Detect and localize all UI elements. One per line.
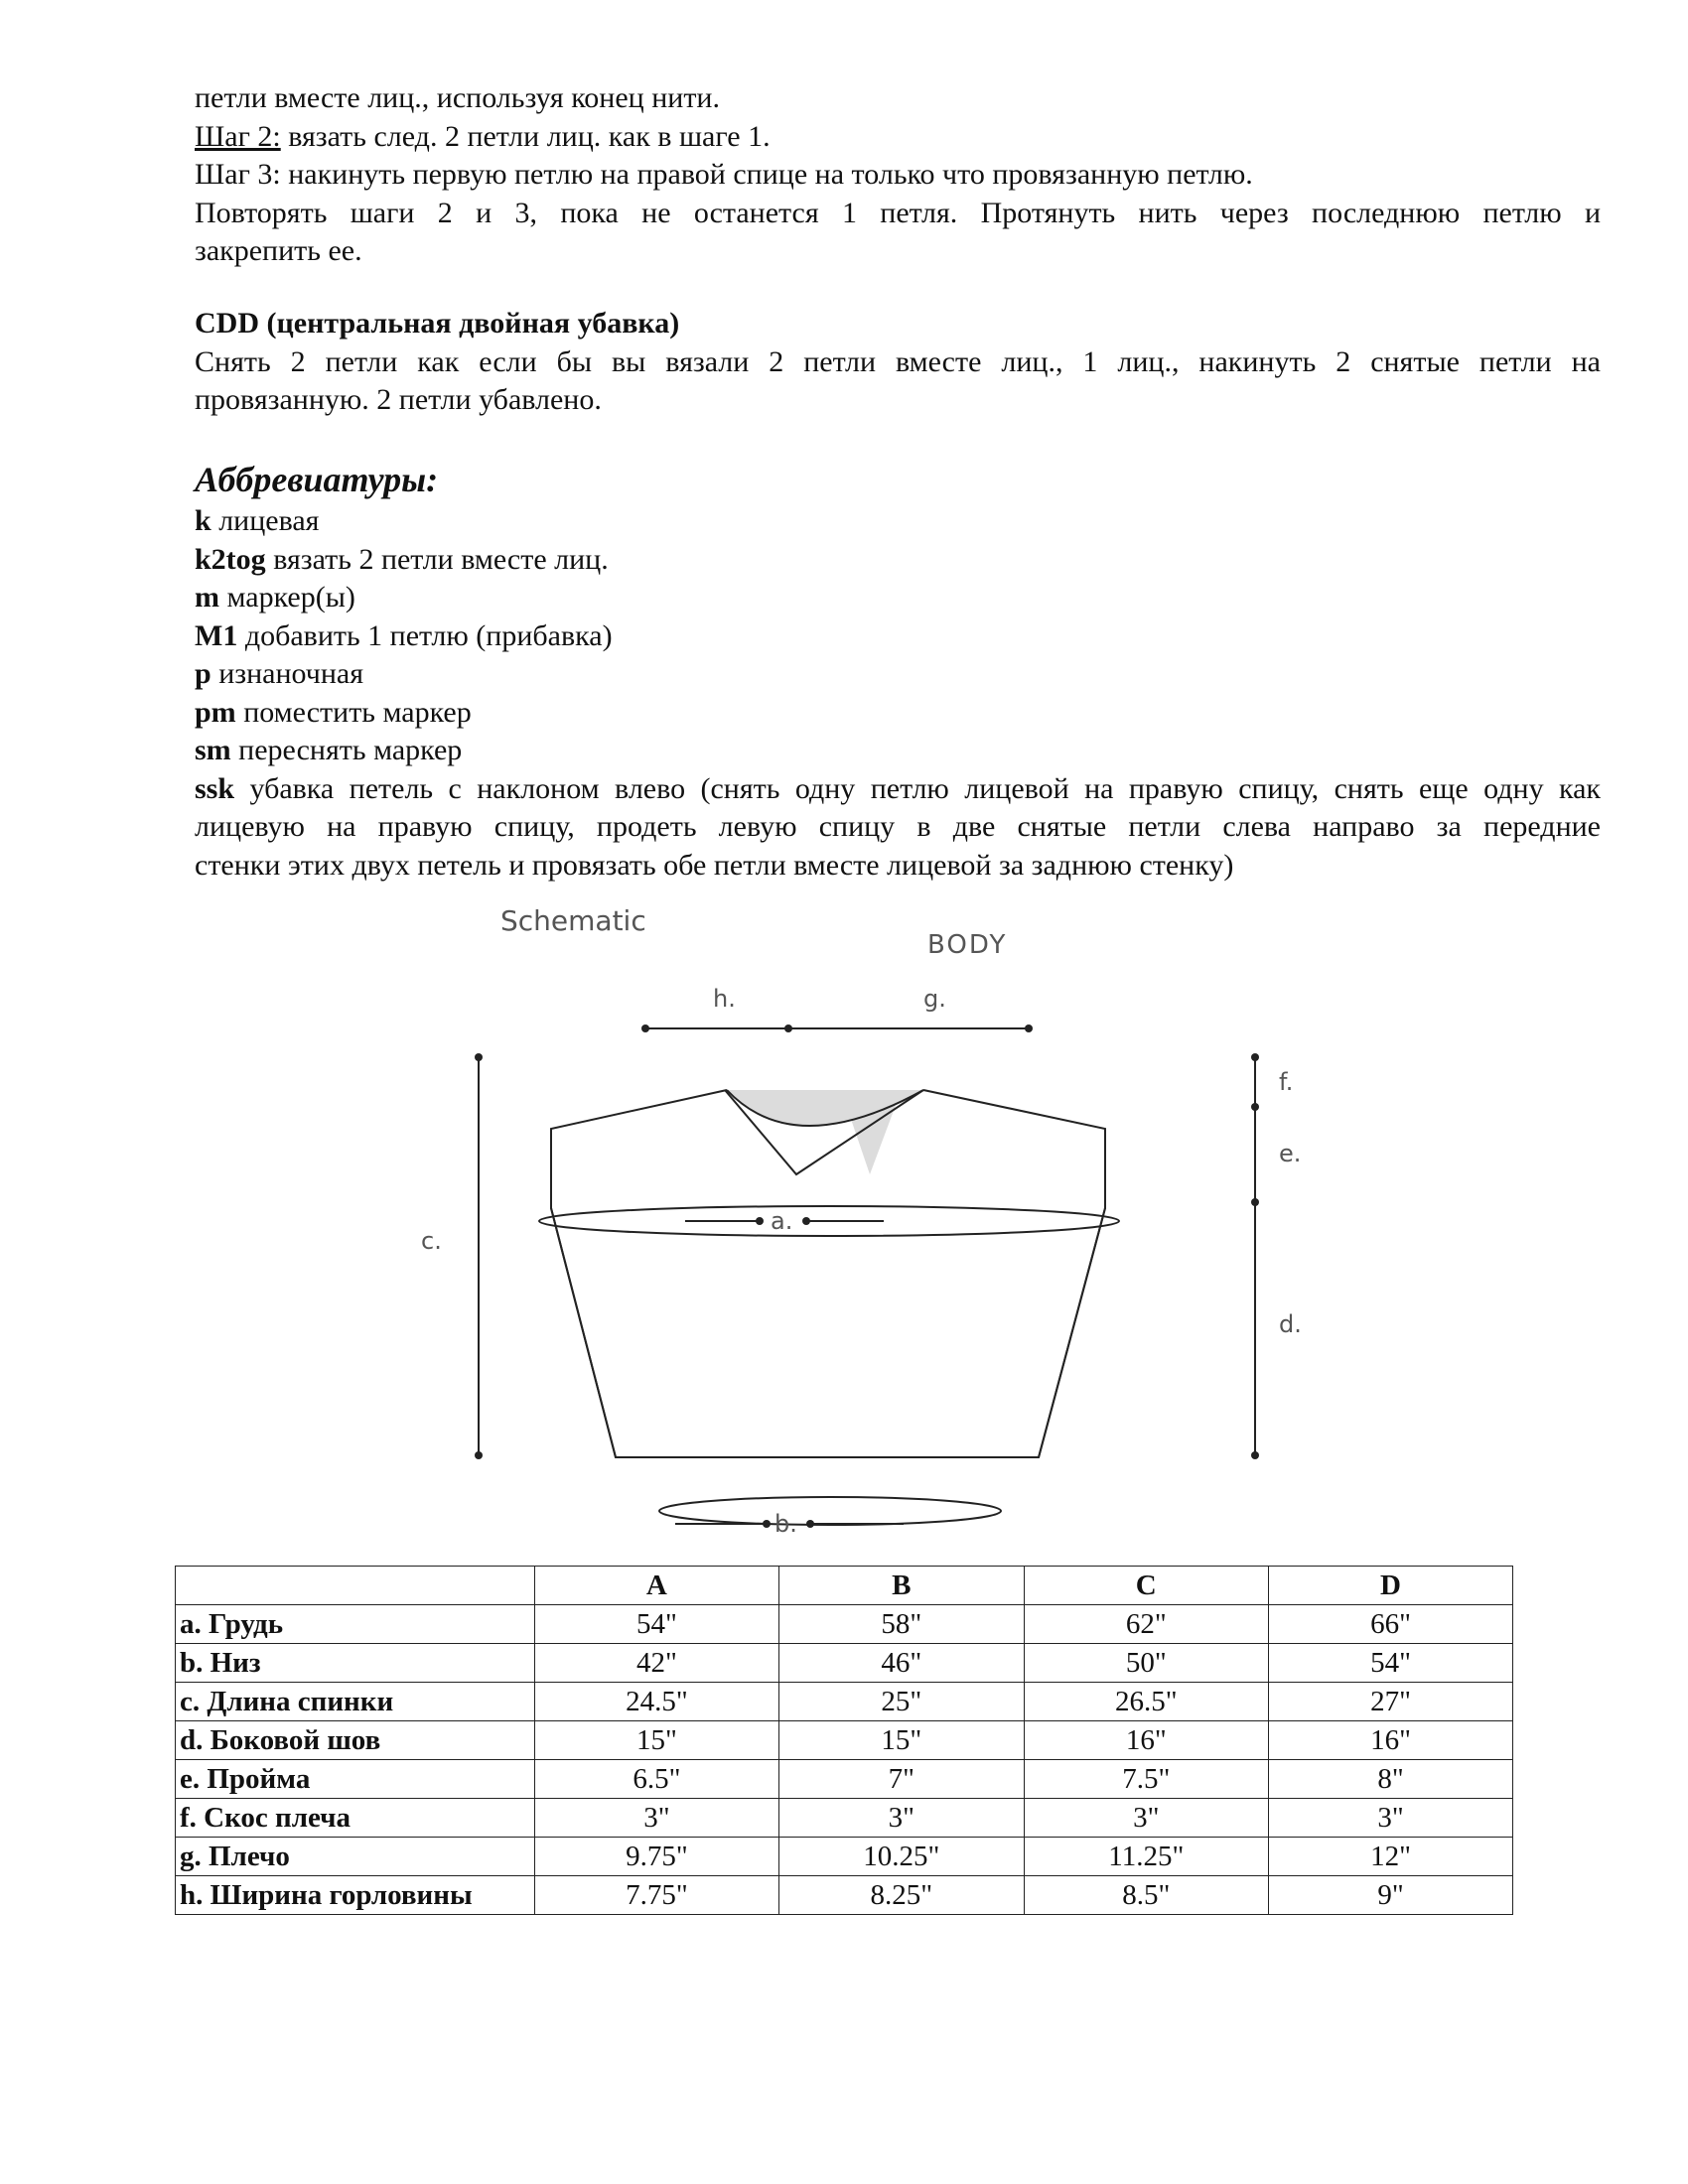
abbreviation-term: sm [195, 734, 231, 766]
abbreviation-desc: вязать 2 петли вместе лиц. [265, 542, 609, 576]
table-cell: 3" [534, 1799, 778, 1838]
row-label: c. Длина спинки [176, 1683, 535, 1721]
size-table [175, 1566, 1513, 1915]
table-cell: 7.75" [534, 1876, 778, 1915]
body-schematic [421, 903, 1340, 1539]
step-2-label: Шаг 2: [195, 119, 281, 153]
table-header-cell [176, 1567, 535, 1605]
table-cell: 3" [1024, 1799, 1268, 1838]
row-label: e. Пройма [176, 1760, 535, 1799]
abbreviation-ssk-line-1 [195, 770, 1601, 809]
instruction-step-2 [195, 118, 1601, 157]
back-length-dimension [421, 1053, 483, 1459]
table-cell: 50" [1024, 1644, 1268, 1683]
row-label: f. Скос плеча [176, 1799, 535, 1838]
abbreviation-item [195, 579, 1601, 617]
table-row [176, 1644, 1513, 1683]
table-row [176, 1605, 1513, 1644]
abbreviation-ssk-line-2: лицевую на правую спицу, продеть левую спицу в две снятые петли слева направо за передние [195, 810, 1601, 843]
table-cell: 66" [1269, 1605, 1513, 1644]
row-label: d. Боковой шов [176, 1721, 535, 1760]
cdd-text-line-1: Снять 2 петли как если бы вы вязали 2 петли вместе лиц., 1 лиц., накинуть 2 снятые петли на [195, 344, 1601, 378]
dim-label-b: b. [774, 1510, 797, 1538]
table-cell: 42" [534, 1644, 778, 1683]
cdd-title: CDD (центральная двойная убавка) [195, 307, 680, 340]
row-label: g. Плечо [176, 1838, 535, 1876]
table-row [176, 1683, 1513, 1721]
table-row [176, 1876, 1513, 1915]
abbreviation-item [195, 502, 1601, 541]
row-label: b. Низ [176, 1644, 535, 1683]
table-cell: 16" [1269, 1721, 1513, 1760]
table-cell: 58" [779, 1605, 1025, 1644]
table-header-row [176, 1567, 1513, 1605]
neck-width-dimension [641, 985, 1033, 1032]
dim-label-h: h. [713, 985, 736, 1013]
dim-label-g: g. [923, 985, 946, 1013]
instruction-repeat-line-2: закрепить ее. [195, 234, 362, 267]
abbreviation-desc: изнаночная [211, 657, 363, 690]
table-cell: 8" [1269, 1760, 1513, 1799]
hem-dimension [659, 1497, 1001, 1538]
table-cell: 3" [779, 1799, 1025, 1838]
instruction-line-1: петли вместе лиц., используя конец нити. [195, 81, 720, 114]
table-cell: 3" [1269, 1799, 1513, 1838]
abbreviation-desc: добавить 1 петлю (прибавка) [237, 618, 613, 652]
table-cell: 15" [779, 1721, 1025, 1760]
abbreviation-item [195, 617, 1601, 656]
table-cell: 6.5" [534, 1760, 778, 1799]
dim-label-c: c. [421, 1227, 442, 1255]
table-cell: 8.25" [779, 1876, 1025, 1915]
abbreviation-term: k2tog [195, 542, 266, 576]
step-2-text: вязать след. 2 петли лиц. как в шаге 1. [280, 119, 771, 153]
table-cell: 8.5" [1024, 1876, 1268, 1915]
abbreviation-ssk-line-3: стенки этих двух петель и провязать обе петли вместе лицевой за заднюю стенку) [195, 848, 1234, 882]
table-cell: 9.75" [534, 1838, 778, 1876]
abbreviation-desc: маркер(ы) [219, 581, 355, 614]
abbreviation-term: k [195, 504, 211, 537]
dim-label-d: d. [1279, 1310, 1302, 1338]
table-cell: 11.25" [1024, 1838, 1268, 1876]
table-cell: 54" [534, 1605, 778, 1644]
cdd-section [195, 305, 1601, 420]
chest-dimension [539, 1206, 1119, 1236]
table-cell: 25" [779, 1683, 1025, 1721]
body-outline [551, 1090, 1105, 1457]
abbreviation-term: m [195, 581, 219, 614]
table-cell: 27" [1269, 1683, 1513, 1721]
table-cell: 12" [1269, 1838, 1513, 1876]
table-header-cell: B [779, 1567, 1025, 1605]
table-header-cell: C [1024, 1567, 1268, 1605]
abbreviation-item [195, 655, 1601, 694]
schematic-label: Schematic [500, 904, 646, 937]
instruction-step-3: Шаг 3: накинуть первую петлю на правой спице на только что провязанную петлю. [195, 158, 1253, 191]
table-cell: 16" [1024, 1721, 1268, 1760]
table-cell: 7" [779, 1760, 1025, 1799]
body-title: BODY [927, 930, 1008, 960]
right-dimensions [1251, 1053, 1302, 1459]
table-cell: 54" [1269, 1644, 1513, 1683]
table-cell: 7.5" [1024, 1760, 1268, 1799]
abbreviation-term: M1 [195, 618, 238, 652]
table-cell: 15" [534, 1721, 778, 1760]
table-header-cell: A [534, 1567, 778, 1605]
instruction-repeat-line-1: Повторять шаги 2 и 3, пока не останется 1 петля. Протянуть нить через последнюю петлю и [195, 196, 1601, 229]
dim-label-a: a. [771, 1207, 793, 1235]
abbreviation-desc: лицевая [211, 504, 320, 537]
table-cell: 9" [1269, 1876, 1513, 1915]
table-row [176, 1799, 1513, 1838]
row-label: h. Ширина горловины [176, 1876, 535, 1915]
table-cell: 26.5" [1024, 1683, 1268, 1721]
table-cell: 46" [779, 1644, 1025, 1683]
abbreviation-term: p [195, 657, 211, 690]
abbreviation-item [195, 732, 1601, 770]
table-row [176, 1760, 1513, 1799]
row-label: a. Грудь [176, 1605, 535, 1644]
abbreviation-item [195, 694, 1601, 733]
abbreviations-list [195, 502, 1601, 885]
abbreviation-desc: поместить маркер [235, 695, 472, 729]
dim-label-e: e. [1279, 1140, 1302, 1167]
table-cell: 10.25" [779, 1838, 1025, 1876]
abbreviation-item [195, 541, 1601, 580]
table-header-cell: D [1269, 1567, 1513, 1605]
table-row [176, 1721, 1513, 1760]
instructions-block [195, 79, 1601, 271]
abbreviation-desc: убавка петель с наклоном влево (снять одну петлю лицевой на правую спицу, снять еще одну как [234, 771, 1601, 805]
abbreviations-heading: Аббревиатуры: [195, 460, 439, 499]
dim-label-f: f. [1279, 1068, 1294, 1096]
cdd-text-line-2: провязанную. 2 петли убавлено. [195, 383, 602, 416]
table-row [176, 1838, 1513, 1876]
abbreviation-desc: переснять маркер [230, 734, 463, 766]
abbreviation-term: ssk [195, 771, 235, 805]
table-cell: 24.5" [534, 1683, 778, 1721]
table-cell: 62" [1024, 1605, 1268, 1644]
abbreviation-term: pm [195, 695, 236, 729]
